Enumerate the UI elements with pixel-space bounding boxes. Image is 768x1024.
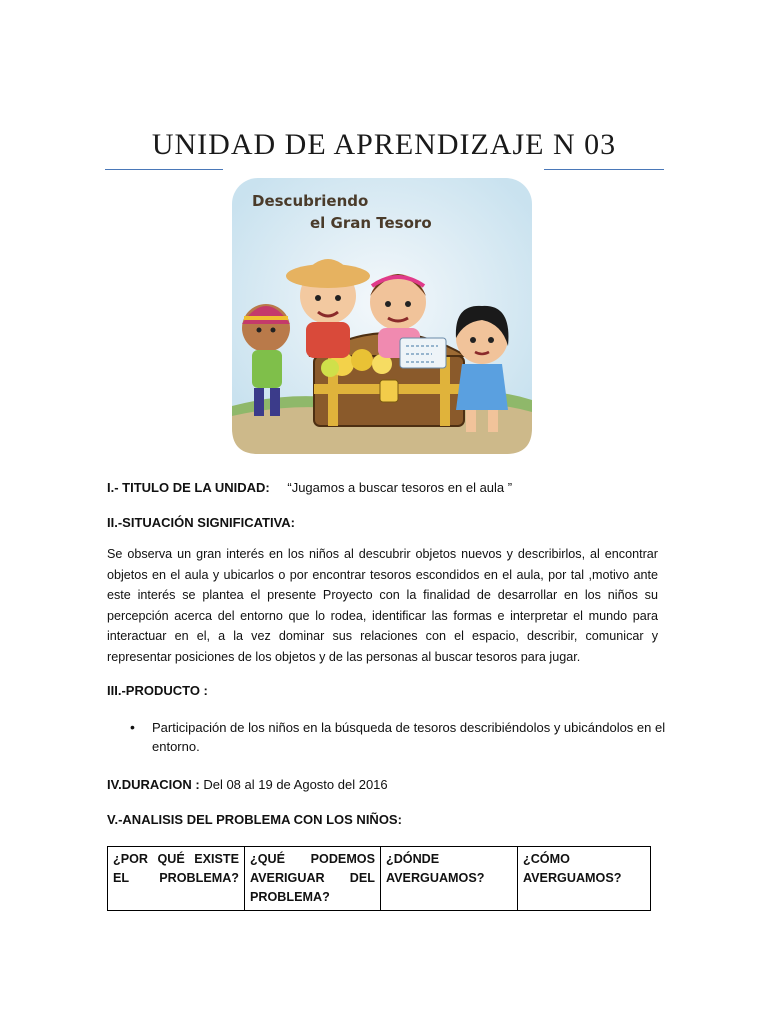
situacion-heading: II.-SITUACIÓN SIGNIFICATIVA:	[107, 515, 296, 530]
document-title: UNIDAD DE APRENDIZAJE N 03	[151, 128, 617, 161]
table-header-cell: ¿CÓMO AVERGUAMOS?	[518, 847, 651, 911]
titulo-value: “Jugamos a buscar tesoros en el aula ”	[287, 480, 513, 495]
section-duracion	[107, 777, 388, 792]
table-header-cell: ¿DÓNDE AVERGUAMOS?	[381, 847, 518, 911]
analisis-heading: V.-ANALISIS DEL PROBLEMA CON LOS NIÑOS:	[107, 812, 402, 827]
duracion-value: Del 08 al 19 de Agosto del 2016	[203, 777, 388, 792]
table-header-cell: ¿POR QUÉ EXISTE EL PROBLEMA?	[108, 847, 245, 911]
analisis-table	[107, 846, 651, 911]
section-titulo	[107, 480, 512, 495]
producto-bullet-text: Participación de los niños en la búsqueda de tesoros describiéndolos y ubicándolos en el entorno.	[152, 720, 666, 754]
title-rule-right	[544, 169, 664, 170]
duracion-label: IV.DURACION :	[107, 777, 200, 792]
table-header-cell: ¿QUÉ PODEMOS AVERIGUAR DEL PROBLEMA?	[245, 847, 381, 911]
table-row	[108, 847, 651, 911]
producto-bullet	[130, 718, 670, 756]
cover-caption-2: el Gran Tesoro	[310, 214, 432, 232]
title-rule-left	[105, 169, 223, 170]
cover-illustration	[232, 178, 532, 454]
bullet-dot: •	[130, 719, 135, 735]
titulo-label: I.- TITULO DE LA UNIDAD:	[107, 480, 270, 495]
situacion-paragraph: Se observa un gran interés en los niños al descubrir objetos nuevos y describirlos, al encontrar objetos en el aula y ubicarlos o por encontrar tesoros escondidos en el aula, por tal ,motivo ante este interés se plantea el presente Proyecto con la finalidad de desarrollar en los niños su percepción acerca del entorno que lo rodea, identificar las formas e interpretar el mundo para interactuar en el, a la vez dominar sus relaciones con el espacio, describir, comunicar y representar posiciones de los objetos y de las personas al buscar tesoros para jugar.	[107, 547, 658, 664]
cover-caption-1: Descubriendo	[252, 192, 369, 210]
producto-heading: III.-PRODUCTO :	[107, 683, 208, 698]
